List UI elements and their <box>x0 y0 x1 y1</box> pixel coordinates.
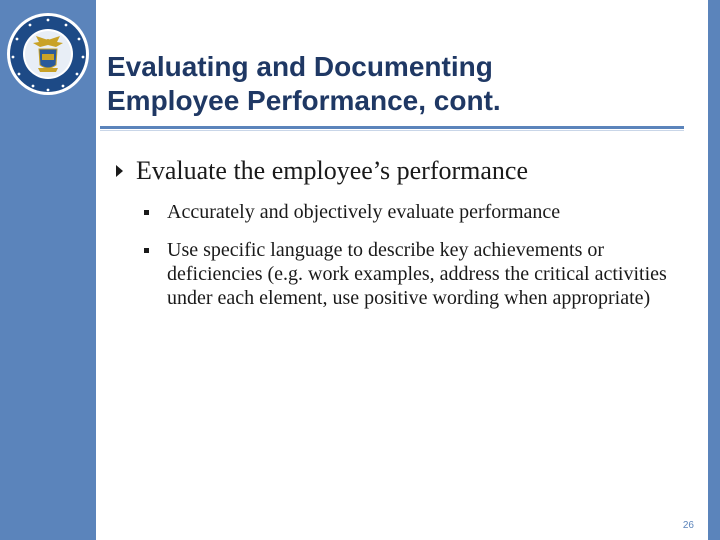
title-underline <box>100 126 684 129</box>
sub-bullet-1 <box>110 200 680 224</box>
main-bullet-text: Evaluate the employee’s performance <box>136 156 528 185</box>
square-bullet-icon <box>144 248 149 253</box>
sub-bullet-2 <box>110 238 680 310</box>
title-line-1: Evaluating and Documenting <box>107 51 493 82</box>
sub-bullet-text: Use specific language to describe key achievements or deficiencies (e.g. work examples, address the critical activities under each element, use positive wording when appropriate) <box>167 239 667 309</box>
slide-title <box>107 50 697 118</box>
page-number: 26 <box>682 520 694 531</box>
slide-body <box>110 154 680 324</box>
sub-bullet-text: Accurately and objectively evaluate performance <box>167 201 561 223</box>
right-arrow-bullet-icon <box>116 165 123 177</box>
main-bullet <box>110 154 680 188</box>
right-side-bar <box>708 0 720 540</box>
title-underline-shadow <box>100 130 684 131</box>
department-of-commerce-seal-icon <box>6 12 90 96</box>
square-bullet-icon <box>144 210 149 215</box>
title-line-2: Employee Performance, cont. <box>107 85 501 116</box>
